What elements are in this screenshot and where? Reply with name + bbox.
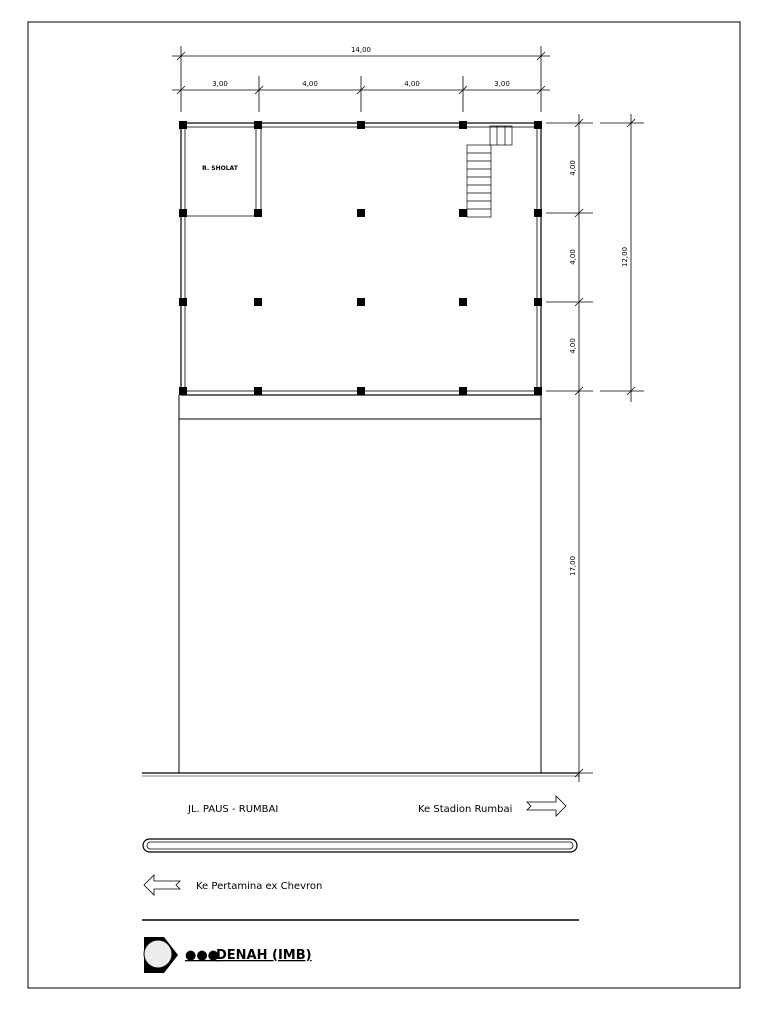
dim-total-depth: 12,00 [621, 246, 629, 268]
column-r2-c2 [254, 209, 262, 217]
column-r2-c1 [179, 209, 187, 217]
column-r2-c5 [534, 209, 542, 217]
column-r1-c5 [534, 121, 542, 129]
column-r3-c5 [534, 298, 542, 306]
column-r2-c4 [459, 209, 467, 217]
column-r3-c2 [254, 298, 262, 306]
front-yard [142, 395, 580, 776]
direction-right-label: Ke Stadion Rumbai [418, 804, 513, 815]
column-r1-c1 [179, 121, 187, 129]
dim-bay-2: 4,00 [302, 80, 318, 88]
road-inner [147, 842, 573, 849]
column-r2-c3 [357, 209, 365, 217]
title-circle-icon [144, 940, 172, 968]
column-r4-c1 [179, 387, 187, 395]
column-r4-c2 [254, 387, 262, 395]
title-bullets: ●●● [185, 948, 220, 963]
arrow-right-icon [527, 796, 566, 816]
dim-bay-1: 3,00 [212, 80, 228, 88]
road-outer [143, 839, 577, 852]
dim-bay-3: 4,00 [404, 80, 420, 88]
column-r1-c2 [254, 121, 262, 129]
right-dimension [546, 114, 593, 782]
column-r4-c5 [534, 387, 542, 395]
dim-row-3: 4,00 [569, 338, 577, 354]
direction-left-label: Ke Pertamina ex Chevron [196, 881, 323, 892]
dim-row-2: 4,00 [569, 249, 577, 265]
room-label: R. SHOLAT [202, 165, 238, 172]
drawing-title: DENAH (IMB) [216, 948, 312, 963]
column-r3-c4 [459, 298, 467, 306]
dim-row-1: 4,00 [569, 160, 577, 176]
staircase [467, 126, 512, 217]
arrow-left-icon [144, 875, 180, 895]
sheet-border [28, 22, 740, 988]
column-r4-c4 [459, 387, 467, 395]
column-r3-c3 [357, 298, 365, 306]
column-r3-c1 [179, 298, 187, 306]
column-r1-c4 [459, 121, 467, 129]
column-r1-c3 [357, 121, 365, 129]
building-walls [181, 123, 541, 395]
dim-total-width: 14,00 [350, 46, 372, 54]
road-name: JL. PAUS - RUMBAI [188, 804, 279, 815]
dim-bay-4: 3,00 [494, 80, 510, 88]
dim-yard-depth: 17,00 [569, 555, 577, 577]
column-grid [179, 121, 542, 395]
column-r4-c3 [357, 387, 365, 395]
